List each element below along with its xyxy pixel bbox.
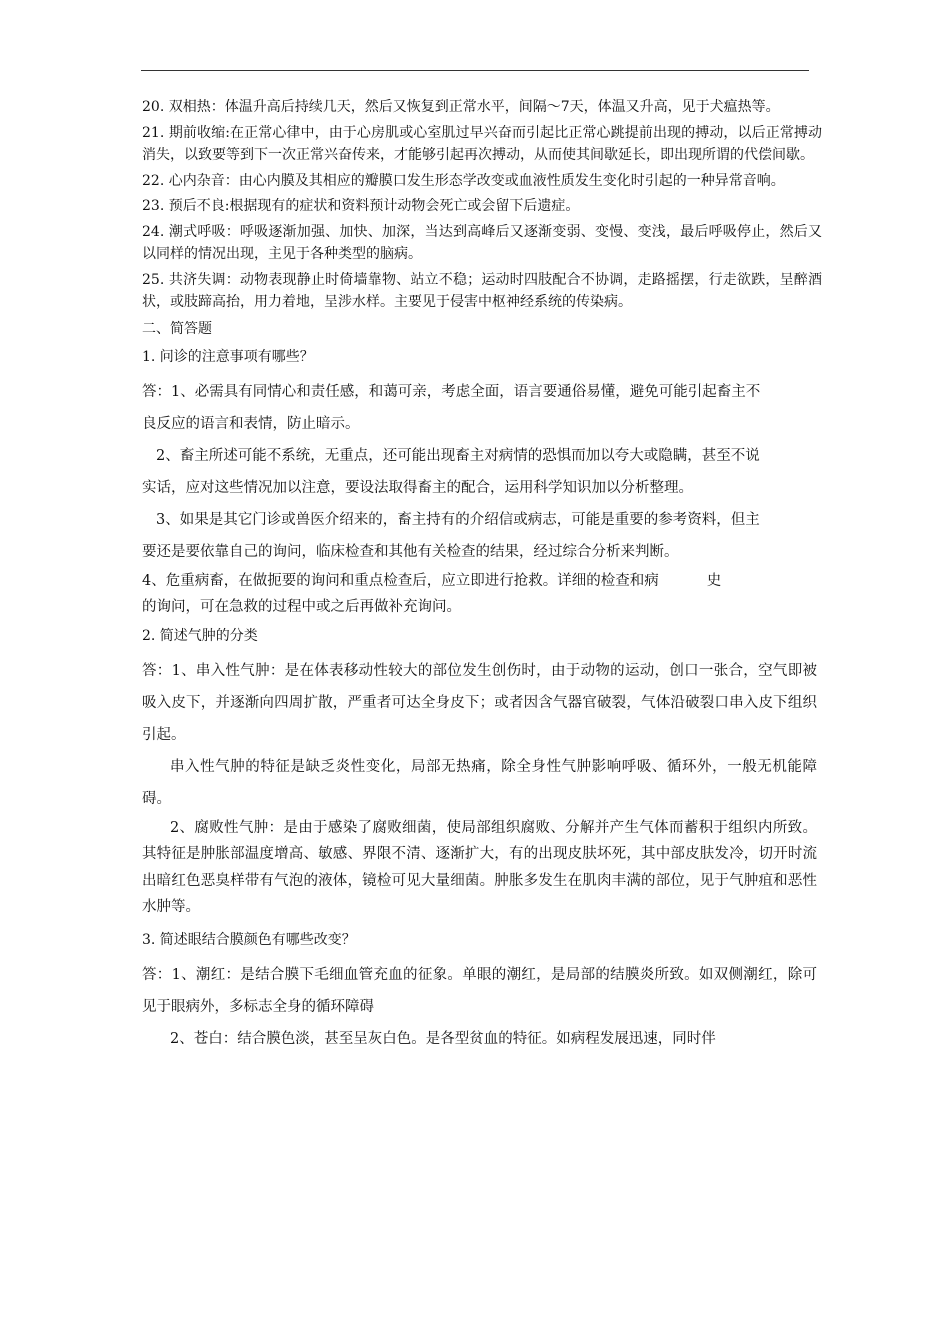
answer-1-point-4-tail: 史 [706, 572, 722, 589]
definition-25 [142, 269, 822, 314]
question-2-answer-2 [142, 815, 822, 921]
definition-text: 双相热：体温升高后持续几天，然后又恢复到正常水平，间隔～7天，体温又升高，见于犬瘟热等。 [168, 99, 780, 115]
section-heading: 二、简答题 [142, 320, 212, 337]
answer-1-point-2: 2、畜主所述可能不系统，无重点，还可能出现畜主对病情的恐惧而加以夸大或隐瞒，甚至不说实话，应对这些情况加以注意，要设法取得畜主的配合，运用科学知识加以分析整理。 [142, 447, 760, 496]
definition-22 [142, 170, 822, 193]
definition-number: 25. [142, 271, 165, 288]
question-1-answer-4 [142, 568, 822, 621]
definition-23 [142, 195, 822, 218]
definition-number: 20. [142, 99, 165, 115]
answer-2-point-1-note: 串入性气肿的特征是缺乏炎性变化，局部无热痛，除全身性气肿影响呼吸、循环外，一般无机能障碍。 [142, 758, 817, 807]
answer-1-point-3: 3、如果是其它门诊或兽医介绍来的，畜主持有的介绍信或病志，可能是重要的参考资料，但主要还是要依靠自己的询问，临床检查和其他有关检查的结果，经过综合分析来判断。 [142, 511, 760, 560]
question-2-answer [142, 655, 822, 815]
definition-21 [142, 122, 822, 167]
definition-text: 预后不良:根据现有的症状和资料预计动物会死亡或会留下后遗症。 [168, 198, 580, 214]
question-3-title: 3. 简述眼结合膜颜色有哪些改变？ [142, 931, 356, 948]
definition-24 [142, 221, 822, 266]
question-2-title: 2. 简述气肿的分类 [142, 627, 258, 644]
answer-1-point-1: 答：1、必需具有同情心和责任感，和蔼可亲，考虑全面，语言要通俗易懂，避免可能引起畜主不良反应的语言和表情，防止暗示。 [142, 383, 761, 432]
definition-20 [142, 96, 822, 119]
question-1-answer [142, 376, 822, 568]
definition-text: 共济失调：动物表现静止时倚墙靠物、站立不稳；运动时四肢配合不协调，走路摇摆，行走欲跌，呈醉酒状，或肢蹄高抬，用力着地，呈涉水样。主要见于侵害中枢神经系统的传染病。 [142, 271, 822, 310]
definition-number: 24. [142, 223, 165, 240]
definition-number: 22. [142, 172, 165, 189]
document-body [142, 96, 822, 1055]
answer-2-point-1: 答：1、串入性气肿：是在体表移动性较大的部位发生创伤时，由于动物的运动，创口一张合，空气即被吸入皮下，并逐渐向四周扩散，严重者可达全身皮下；或者因含气器官破裂，气体沿破裂口串入皮下组织引起。 [142, 662, 817, 743]
definition-text: 潮式呼吸：呼吸逐渐加强、加快、加深，当达到高峰后又逐渐变弱、变慢、变浅，最后呼吸停止，然后又以同样的情况出现，主见于各种类型的脑病。 [142, 223, 822, 262]
question-3-answer [142, 959, 822, 1055]
definition-number: 21. [142, 124, 165, 141]
header-rule [141, 70, 809, 71]
answer-3-point-1: 答：1、潮红：是结合膜下毛细血管充血的征象。单眼的潮红，是局部的结膜炎所致。如双侧潮红，除可见于眼病外，多标志全身的循环障碍 [142, 966, 817, 1015]
answer-1-point-4-rest: 的询问，可在急救的过程中或之后再做补充询问。 [142, 599, 461, 615]
answer-3-point-2: 2、苍白：结合膜色淡，甚至呈灰白色。是各型贫血的特征。如病程发展迅速，同时伴 [170, 1030, 716, 1047]
answer-1-point-4 [142, 568, 822, 595]
definitions-list [142, 96, 822, 314]
answer-2-point-2: 2、腐败性气肿：是由于感染了腐败细菌，使局部组织腐败、分解并产生气体而蓄积于组织内所致。其特征是肿胀部温度增高、敏感、界限不清、逐渐扩大，有的出现皮肤坏死，其中部皮肤发冷，切开时流出暗红色恶臭样带有气泡的液体，镜检可见大量细菌。肿胀多发生在肌肉丰满的部位，见于气肿疽和恶性水肿等。 [142, 819, 817, 915]
answer-1-point-4-main: 4、危重病畜，在做扼要的询问和重点检查后，应立即进行抢救。详细的检查和病 [142, 572, 659, 589]
question-1-title: 1. 问诊的注意事项有哪些？ [142, 348, 314, 365]
definition-number: 23. [142, 198, 165, 214]
definition-text: 期前收缩:在正常心律中，由于心房肌或心室肌过早兴奋而引起比正常心跳提前出现的搏动，以后正常搏动消失，以致要等到下一次正常兴奋传来，才能够引起再次搏动，从而使其间歇延长，即出现所谓的代偿间歇。 [142, 124, 823, 163]
definition-text: 心内杂音：由心内膜及其相应的瓣膜口发生形态学改变或血液性质发生变化时引起的一种异常音响。 [168, 172, 785, 189]
